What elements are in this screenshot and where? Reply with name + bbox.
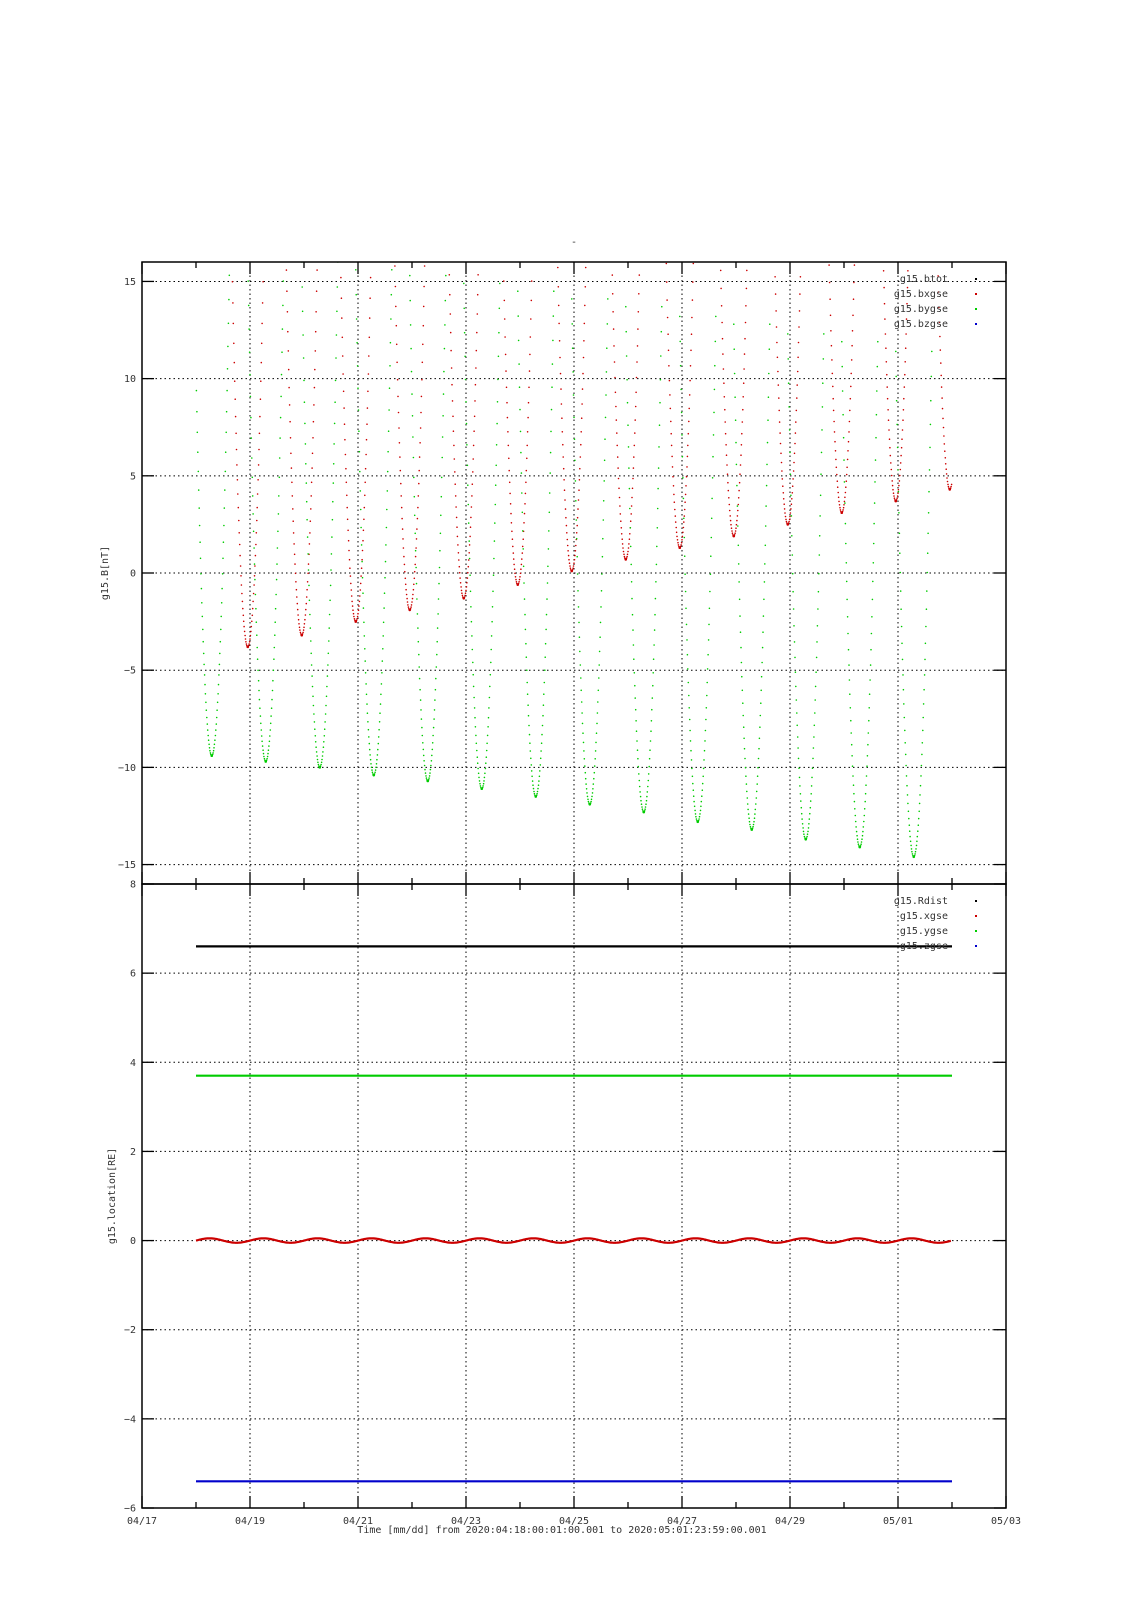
g15.bygse-cusp [302,262,338,767]
g15.bxgse-cusp [392,105,428,610]
g15.bygse-cusp [896,351,932,856]
g15.bygse-cusp [356,270,392,775]
location-legend [894,896,977,952]
legend-label: g15.btot [899,274,948,285]
g15.bygse-cusp [518,291,554,796]
series-g15.bygse [196,250,931,858]
g15.bxgse-cusp [878,0,914,501]
g15.bxgse-cusp [230,142,266,647]
x-tick-label: 05/01 [882,1516,914,1527]
legend-marker [975,915,977,917]
g15.bxgse-minimum-point [300,634,303,637]
g15.bxgse-cusp [932,0,952,489]
legend-marker [975,900,977,902]
g15.bygse-cusp [626,307,662,812]
y-tick-label: −6 [123,1503,136,1515]
series-g15.bxgse [230,0,952,648]
y-tick-label: 15 [123,276,136,288]
g15.bygse-minimum-point [642,811,645,814]
g15.bygse-cusp [788,334,824,839]
g15.bxgse-minimum-point [948,488,951,491]
y-tick-label: 8 [129,879,136,891]
g15.bygse-cusp [410,276,446,781]
g15.bxgse-minimum-point [462,597,465,600]
g15.bxgse-minimum-point [840,511,843,514]
g15.bygse-cusp [680,316,716,821]
y-tick-label: −5 [123,665,136,677]
g15.bxgse-cusp [554,66,590,571]
g15.bxgse-cusp [338,116,374,621]
g15.bxgse-minimum-point [408,609,411,612]
g15.bxgse-minimum-point [732,535,735,538]
y-tick-label: −4 [123,1414,136,1426]
magnetic-field-panel [100,0,1006,884]
y-tick-label: 0 [129,568,136,580]
g15.bygse-minimum-point [318,766,321,769]
x-tick-label: 04/17 [126,1516,158,1527]
y-tick-label: 2 [129,1146,136,1158]
g15.bxgse-cusp [284,130,320,635]
g15.bxgse-minimum-point [570,570,573,573]
g15.bygse-minimum-point [750,828,753,831]
g15.bygse-minimum-point [210,754,213,757]
g15.bxgse-minimum-point [354,620,357,623]
magnetic-field-y-axis-label: g15.B[nT] [100,545,111,601]
figure-title: - [570,237,578,248]
g15.bygse-minimum-point [696,821,699,824]
legend-label: g15.bxgse [893,289,948,300]
magnetic-field-legend [894,274,977,330]
legend-marker [975,293,977,295]
g15.bygse-cusp [196,250,229,755]
x-tick-label: 04/23 [450,1516,482,1527]
g15.bygse-minimum-point [804,838,807,841]
g15.bxgse-minimum-point [246,646,249,649]
g15.bxgse-cusp [446,93,482,598]
location-y-axis-label: g15.location[RE] [107,1147,118,1245]
legend-label: g15.ygse [899,926,948,937]
g15.bxgse-cusp [716,31,752,536]
y-tick-label: 5 [129,471,136,483]
g15.bxgse-minimum-point [894,500,897,503]
x-tick-label: 04/25 [558,1516,590,1527]
y-tick-label: 6 [129,968,136,980]
legend-label: g15.zgse [899,941,948,952]
g15.bygse-minimum-point [588,803,591,806]
legend-label: g15.Rdist [893,896,948,907]
g15.bygse-cusp [572,299,608,804]
magnetic-field-y-tick-labels [118,277,136,871]
legend-label: g15.xgse [899,911,948,922]
g15.bygse-minimum-point [480,787,483,790]
g15.bygse-minimum-point [372,774,375,777]
x-tick-label: 04/21 [342,1516,374,1527]
g15.bygse-minimum-point [912,855,915,858]
g15.bygse-minimum-point [426,780,429,783]
g15.bxgse-cusp [770,19,806,524]
x-tick-label: 04/29 [774,1516,806,1527]
legend-marker [975,278,977,280]
x-tick-label: 04/27 [666,1516,698,1527]
g15.bxgse-minimum-point [786,523,789,526]
g15.bxgse-cusp [500,79,536,584]
g15.bygse-cusp [842,342,878,847]
g15.bxgse-minimum-point [624,558,627,561]
g15.bxgse-cusp [662,42,698,547]
y-tick-label: 4 [129,1057,136,1069]
location-grid [142,884,1006,1508]
g15.bygse-minimum-point [534,795,537,798]
g15.bygse-cusp [248,256,284,761]
legend-marker [975,323,977,325]
legend-label: g15.bzgse [893,319,948,330]
y-tick-label: −10 [117,762,136,774]
y-tick-label: 10 [123,374,136,386]
x-tick-label: 05/03 [990,1516,1022,1527]
y-tick-label: −15 [117,860,136,872]
x-tick-label: 04/19 [234,1516,266,1527]
location-y-tick-labels [124,880,136,1515]
legend-marker [975,930,977,932]
magnetic-field-grid [142,262,1006,884]
legend-marker [975,945,977,947]
g15.bxgse-cusp [824,7,860,512]
legend-marker [975,308,977,310]
y-tick-label: −2 [123,1325,136,1337]
g15.bxgse-minimum-point [516,583,519,586]
g15.bygse-minimum-point [264,760,267,763]
g15.bxgse-minimum-point [678,546,681,549]
y-tick-label: 0 [129,1236,136,1248]
location-panel [107,880,1006,1515]
g15.bygse-cusp [464,283,500,788]
g15.bygse-minimum-point [858,846,861,849]
g15.bygse-cusp [734,324,770,829]
time-axis-label: Time [mm/dd] from 2020:04:18:00:01:00.001 to 2020:05:01:23:59:00.001 [357,1525,767,1536]
legend-label: g15.bygse [893,304,948,315]
